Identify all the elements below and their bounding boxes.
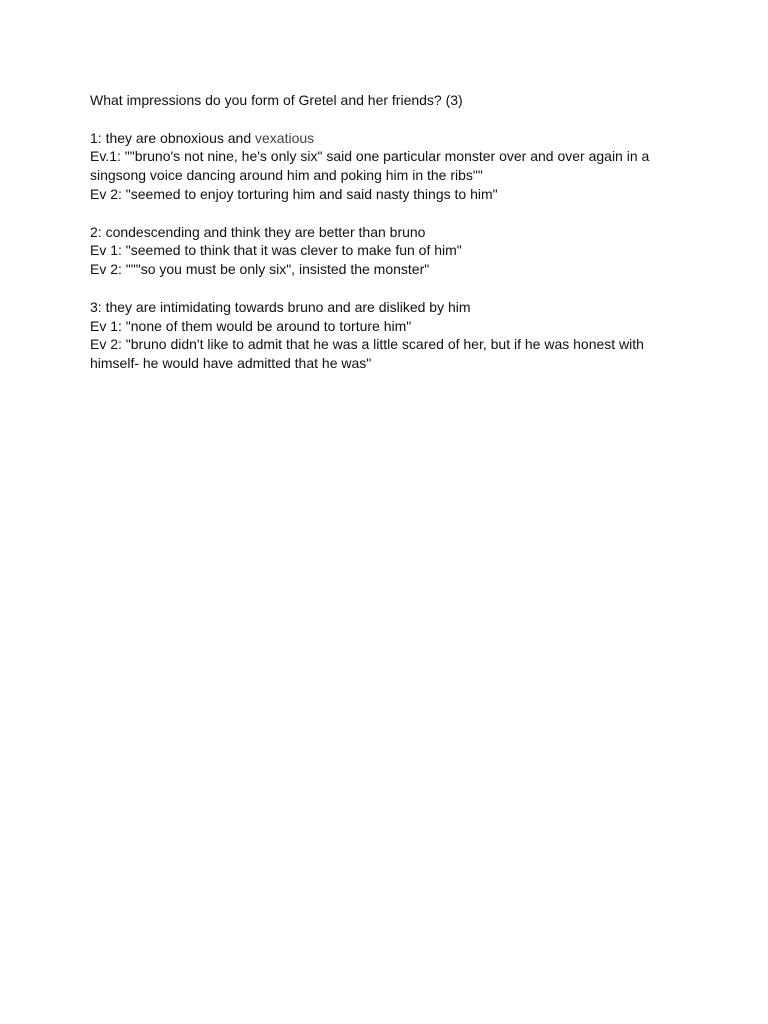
point-1-heading-prefix: 1: they are obnoxious and [90, 129, 256, 146]
point-3-evidence-2: Ev 2: "bruno didn't like to admit that he was a little scared of her, but if he was honest with himself- he would have admitted that he was" [90, 336, 648, 372]
point-3-heading: 3: they are intimidating towards bruno and are disliked by him [90, 298, 471, 315]
point-2-evidence-1: Ev 1: "seemed to think that it was clever to make fun of him" [90, 242, 462, 259]
spacer [90, 279, 690, 298]
point-3 [90, 298, 690, 373]
spacer [90, 204, 690, 223]
point-1-evidence-1: Ev.1: ""bruno's not nine, he's only six" said one particular monster over and over again in a singsong voice dancing around him and poking him in the ribs"" [90, 148, 654, 184]
point-2-heading: 2: condescending and think they are better than bruno [90, 223, 426, 240]
question-text: What impressions do you form of Gretel and her friends? (3) [90, 92, 463, 108]
point-2 [90, 223, 690, 279]
point-1 [90, 129, 690, 204]
spacer [90, 110, 690, 129]
point-1-heading-highlight: vexatious [255, 129, 315, 146]
point-3-evidence-1: Ev 1: "none of them would be around to torture him" [90, 317, 412, 334]
point-1-heading [90, 129, 690, 148]
point-2-evidence-2: Ev 2: """so you must be only six", insisted the monster" [90, 261, 430, 278]
point-1-evidence-2: Ev 2: "seemed to enjoy torturing him and said nasty things to him" [90, 185, 498, 202]
document-body [90, 91, 690, 373]
